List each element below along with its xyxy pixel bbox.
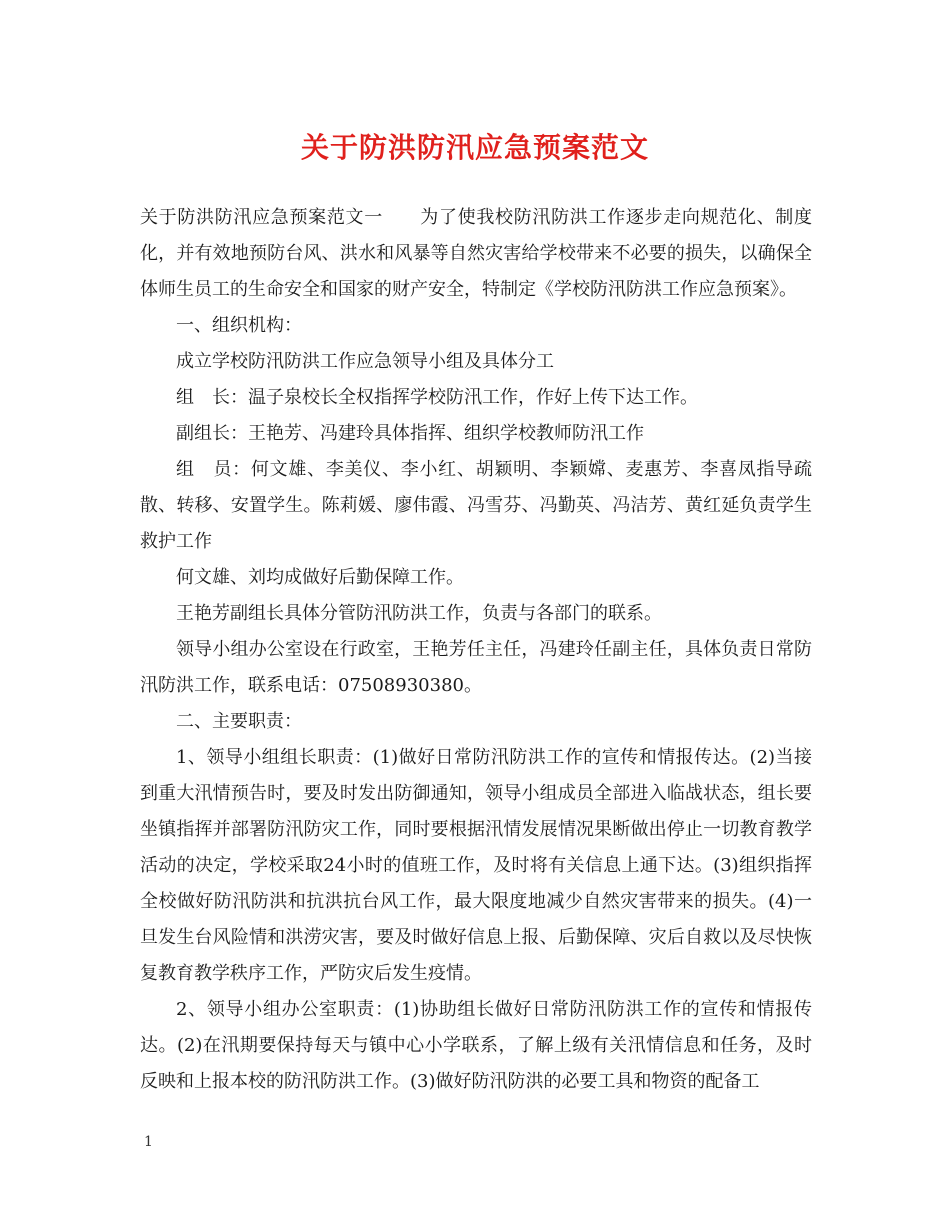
document-body [140, 200, 812, 1100]
paragraph-members: 组 员：何文雄、李美仪、李小红、胡颖明、李颖嫦、麦惠芳、李喜凤指导疏散、转移、安置学生。陈莉媛、廖伟霞、冯雪芬、冯勤英、冯洁芳、黄红延负责学生救护工作 [140, 459, 812, 552]
paragraph-leader: 组 长：温子泉校长全权指挥学校防汛工作，作好上传下达工作。 [176, 387, 698, 408]
paragraph-office-duties: 2、领导小组办公室职责：(1)协助组长做好日常防汛防洪工作的宣传和情报传达。(2)在汛期要保持每天与镇中心小学联系，了解上级有关汛情信息和任务，及时反映和上报本校的防汛防洪工作。(3)做好防汛防洪的必要工具和物资的配备工 [140, 999, 812, 1092]
page-number: 1 [144, 1134, 153, 1150]
paragraph-deputy-leader: 副组长：王艳芳、冯建玲具体指挥、组织学校教师防汛工作 [176, 423, 644, 444]
paragraph-office: 领导小组办公室设在行政室，王艳芳任主任，冯建玲任副主任，具体负责日常防汛防洪工作，联系电话：07508930380。 [140, 639, 812, 696]
paragraph: 成立学校防汛防洪工作应急领导小组及具体分工 [176, 351, 554, 372]
section-heading-organization: 一、组织机构： [176, 315, 302, 336]
paragraph: 何文雄、刘均成做好后勤保障工作。 [176, 567, 464, 588]
paragraph-leader-duties: 1、领导小组组长职责：(1)做好日常防汛防洪工作的宣传和情报传达。(2)当接到重大汛情预告时，要及时发出防御通知，领导小组成员全部进入临战状态，组长要坐镇指挥并部署防汛防灾工作，同时要根据汛情发展情况果断做出停止一切教育教学活动的决定，学校采取24小时的值班工作，及时将有关信息上通下达。(3)组织指挥全校做好防汛防洪和抗洪抗台风工作，最大限度地减少自然灾害带来的损失。(4)一旦发生台风险情和洪涝灾害，要及时做好信息上报、后勤保障、灾后自救以及尽快恢复教育教学秩序工作，严防灾后发生疫情。 [140, 747, 812, 984]
document-title: 关于防洪防汛应急预案范文 [300, 131, 649, 164]
section-heading-duties: 二、主要职责： [176, 711, 302, 732]
paragraph-intro: 关于防洪防汛应急预案范文一 为了使我校防汛防洪工作逐步走向规范化、制度化，并有效地预防台风、洪水和风暴等自然灾害给学校带来不必要的损失，以确保全体师生员工的生命安全和国家的财产安全，特制定《学校防汛防洪工作应急预案》。 [140, 207, 812, 300]
paragraph: 王艳芳副组长具体分管防汛防洪工作，负责与各部门的联系。 [176, 603, 662, 624]
